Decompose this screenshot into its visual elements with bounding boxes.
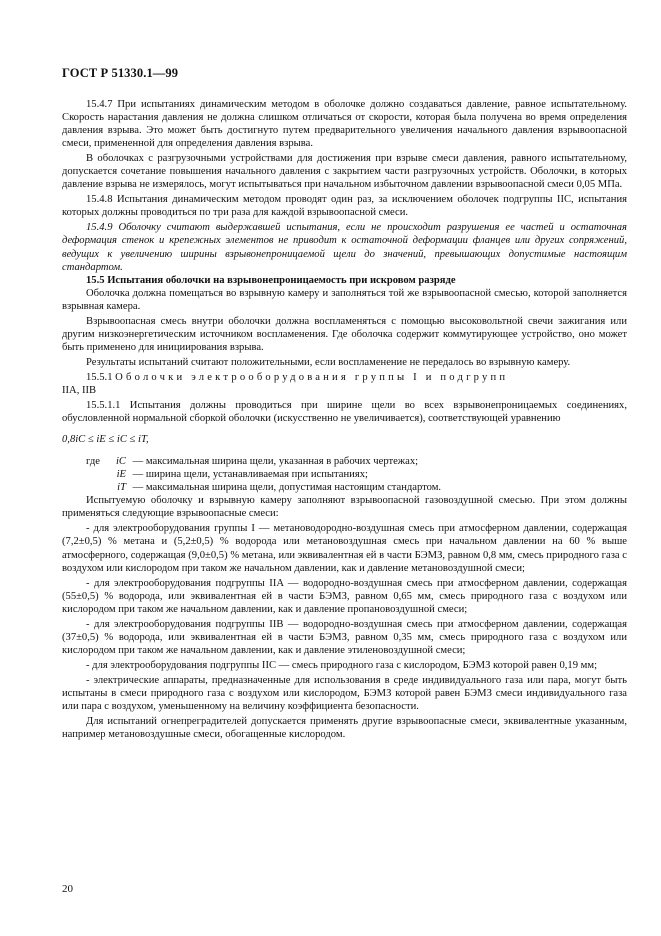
document-body: [62, 98, 627, 741]
paragraph-15-4-9: 15.4.9 Оболочку считают выдержавшей испытания, если не происходит разрушения ее частей и остаточная деформация стенок и крепежных элементов не приводит к остаточной деформации фланцев или других сопряжений, ведущих к увеличению ширины взрывонепроницаемой щели до значений, превышающих допустимые настоящим стандартом.: [62, 222, 627, 273]
paragraph-15-4-7: 15.4.7 При испытаниях динамическим методом в оболочке должно создаваться давление, равное испытательному. Скорость нарастания давления не должна слишком отличаться от скорости, которая была получена во время определения давления взрыва. Это может быть достигнуто путем предварительного увеличения начального давления взрывоопасной смеси, примененной для определения давления взрыва.: [62, 99, 627, 150]
paragraph-relief-devices: В оболочках с разгрузочными устройствами для достижения при взрыве смеси давления, равного испытательному, допускается сочетание повышения начального давления с закрытием части разгрузочных устройств. Оболочки, в которых давление взрыва не измерялось, могут испытываться при начальном избыточном давлении взрывоопасной смеси 0,05 МПа.: [62, 153, 627, 191]
subsection-number: 15.5.1: [86, 371, 113, 383]
legend-symbol-ie: iE: [116, 469, 126, 481]
formula-legend-2: [62, 468, 627, 481]
paragraph-results: Результаты испытаний считают положительными, если воспламенение не передалось во взрывную камеру.: [86, 356, 571, 368]
legend-symbol-it: iT: [117, 482, 126, 494]
legend-text-ic: — максимальная ширина щели, указанная в рабочих чертежах;: [132, 456, 419, 468]
list-item-subgroup-iib: - для электрооборудования подгруппы IIB — водородно-воздушная смесь при атмосферном давлении, содержащая (37±0,5) % водорода, или эквивалентная ей в части БЭМЗ, равном 0,35 мм, смесь природного газа с воздухом или кислородом при таком же начальном давлении, как и давление этиленовоздушной смеси;: [62, 618, 627, 656]
legend-text-it: — максимальная ширина щели, допустимая настоящим стандартом.: [132, 482, 442, 494]
subsection-title-continuation: IIA, IIB: [62, 384, 97, 396]
paragraph-15-4-8: 15.4.8 Испытания динамическим методом проводят один раз, за исключением оболочек подгруппы IIC, испытания которых должны проводиться по три раза для каждой взрывоопасной смеси.: [62, 194, 627, 219]
legend-symbol-ic: iC: [115, 456, 126, 468]
formula-legend-3: [62, 481, 627, 494]
legend-text-ie: — ширина щели, устанавливаемая при испытаниях;: [132, 469, 368, 481]
paragraph-test-mixtures: Испытуемую оболочку и взрывную камеру заполняют взрывоопасной газовоздушной смесью. При этом должны применяться следующие взрывоопасные смеси:: [62, 495, 627, 520]
subsection-heading-15-5-1: [62, 371, 627, 384]
subsection-title: Оболочки электрооборудования группы I и подгрупп: [115, 371, 509, 383]
list-item-group-i: - для электрооборудования группы I — метановодородно-воздушная смесь при атмосферном давлении, содержащая (7,2±0,5) % метана и (5,2±0,5) % водорода или метановоздушная смесь при начальном давлении на 60 % выше атмосферного, содержащая (9,0±0,5) % метана, или эквивалентная ей в части БЭМЗ, равном 0,8 мм, смесь природного газа с воздухом или кислородом при таком же начальном давлении, как и давление метановоздушной смеси;: [62, 523, 627, 574]
paragraph-enclosure-placement: Оболочка должна помещаться во взрывную камеру и заполняться той же взрывоопасной смесью, которой заполняется взрывная камера.: [62, 287, 627, 312]
paragraph-flame-arresters: Для испытаний огнепреградителей допускается применять другие взрывоопасные смеси, эквивалентные указанным, например метановоздушные смеси, обогащенные кислородом.: [62, 716, 627, 741]
list-item-individual-gas: - электрические аппараты, предназначенные для использования в среде индивидуального газа или пара, могут быть испытаны в смеси природного газа с воздухом или кислородом, БЭМЗ которой равен БЭМЗ смеси индивидуального газа или пара с воздухом, уменьшенному на величину коэффициента безопасности.: [62, 674, 627, 713]
document-header: ГОСТ Р 51330.1—99: [62, 66, 179, 80]
page-number: 20: [62, 883, 73, 895]
paragraph-ignition: Взрывоопасная смесь внутри оболочки должна воспламеняться с помощью высоковольтной свечи зажигания или другим низкоэнергетическим источником воспламенения. Где оболочка содержит коммутирующее устройство, оно может быть применено для инициирования взрыва.: [62, 315, 627, 353]
paragraph-15-5-1-1: 15.5.1.1 Испытания должны проводиться при ширине щели во всех взрывонепроницаемых соединениях, обусловленной нормальной сборкой оболочки (искусственно не увеличивается), соответствующей уравнению: [62, 400, 627, 425]
section-heading-15-5: 15.5 Испытания оболочки на взрывонепроницаемость при искровом разряде: [86, 274, 456, 286]
formula-legend-1: [62, 455, 627, 468]
legend-intro: где: [86, 456, 100, 468]
gap-width-formula: 0,8iC ≤ iE ≤ iC ≤ iT,: [62, 434, 149, 446]
list-item-subgroup-iic: - для электрооборудования подгруппы IIC — смесь природного газа с кислородом, БЭМЗ которой равен 0,19 мм;: [86, 659, 598, 671]
list-item-subgroup-iia: - для электрооборудования подгруппы IIA — водородно-воздушная смесь при атмосферном давлении, содержащая (55±0,5) % водорода, или эквивалентная ей в части БЭМЗ, равном 0,65 мм, смесь природного газа с воздухом или кислородом при таком же начальном давлении, как и давление пропановоздушной смеси;: [62, 577, 627, 615]
